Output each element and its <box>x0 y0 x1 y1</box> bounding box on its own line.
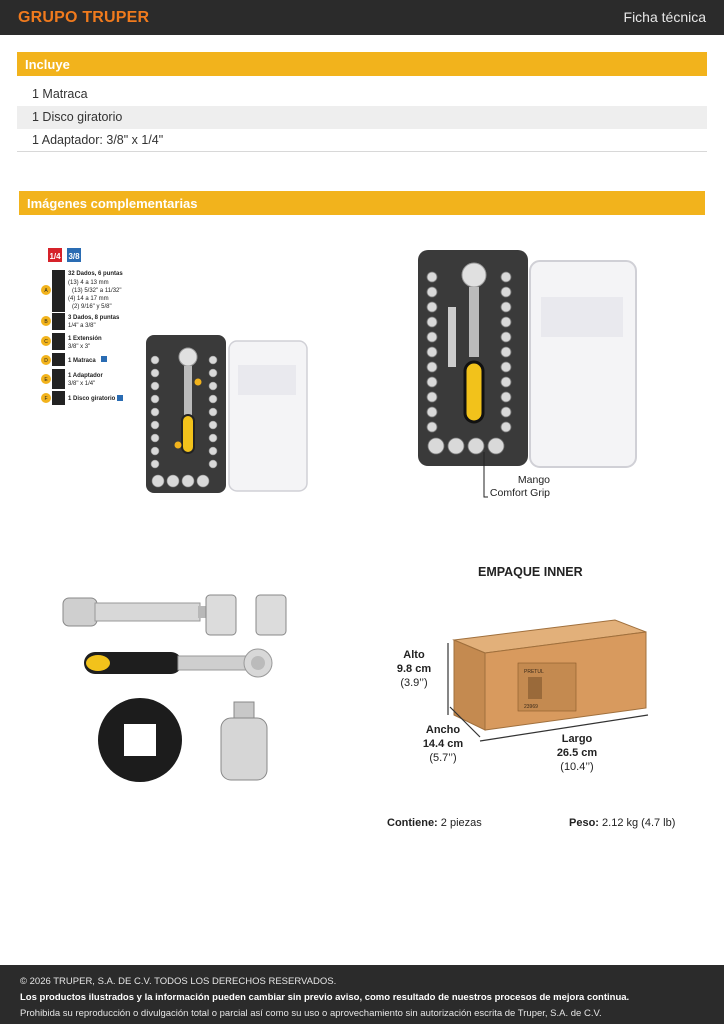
svg-text:1 Extensión: 1 Extensión <box>68 336 102 342</box>
extension-illustration <box>63 598 208 626</box>
socket-illustration <box>206 595 236 635</box>
svg-text:A: A <box>44 288 48 294</box>
svg-text:3/8" x 1/4": 3/8" x 1/4" <box>68 381 96 387</box>
length-dimension: Largo 26.5 cm (10.4’’) <box>556 733 598 773</box>
large-case-image <box>408 247 644 505</box>
footer <box>0 965 724 1024</box>
legend-row-b <box>41 313 120 330</box>
svg-text:1 Disco giratorio: 1 Disco giratorio <box>68 396 116 402</box>
adapter-illustration <box>221 702 267 780</box>
includes-item: 1 Matraca <box>32 87 88 101</box>
footer-prohibition: Prohibida su reproducción o divulgación total o parcial así como su uso o aprovechamiento sin autorización escrita de Truper, S.A. de C.V. <box>20 1008 602 1019</box>
doc-type-label: Ficha técnica <box>623 9 706 25</box>
svg-text:3 Dados, 8 puntas: 3 Dados, 8 puntas <box>68 315 120 321</box>
svg-text:1 Matraca: 1 Matraca <box>68 358 96 364</box>
height-dimension: Alto 9.8 cm (3.9’’) <box>396 649 432 689</box>
svg-text:(13) 4 a 13 mm: (13) 4 a 13 mm <box>68 280 109 286</box>
svg-text:1 Adaptador: 1 Adaptador <box>68 373 103 379</box>
svg-text:C: C <box>44 339 48 345</box>
svg-text:(13) 5/32" a 11/32": (13) 5/32" a 11/32" <box>72 288 122 294</box>
width-dimension: Ancho 14.4 cm (5.7’’) <box>422 724 464 764</box>
box-brand-label: PRETUL <box>524 669 544 675</box>
small-case-illustration <box>146 335 307 493</box>
weight-info: Peso: 2.12 kg (4.7 lb) <box>569 817 676 829</box>
svg-text:E: E <box>44 377 48 383</box>
svg-text:B: B <box>44 319 48 325</box>
svg-text:F: F <box>44 396 48 402</box>
legend-row-e <box>41 369 103 389</box>
box-code-label: 23969 <box>524 704 538 710</box>
svg-text:3/8" x 3": 3/8" x 3" <box>68 344 91 350</box>
legend-row-d <box>41 353 107 366</box>
footer-notice: Los productos ilustrados y la información pueden cambiar sin previo aviso, como resultado de nuestros procesos de mejora continua. <box>20 992 630 1003</box>
images-heading: Imágenes complementarias <box>19 191 705 215</box>
svg-text:(4) 14 a 17 mm: (4) 14 a 17 mm <box>68 296 109 302</box>
tools-image <box>60 590 290 790</box>
packaging-title: EMPAQUE INNER <box>478 565 583 579</box>
brand-logo[interactable]: GRUPO TRUPER <box>18 9 150 26</box>
callout-comfort-grip: Comfort Grip <box>489 487 550 499</box>
svg-text:(2) 9/16" y 5/8": (2) 9/16" y 5/8" <box>72 304 112 310</box>
svg-text:1/4" a 3/8": 1/4" a 3/8" <box>68 323 96 329</box>
socket-illustration <box>256 595 286 635</box>
kit-contents-image <box>38 245 318 500</box>
includes-heading: Incluye <box>17 52 707 76</box>
badge-threeeighths-label: 3/8 <box>68 252 80 261</box>
svg-text:D: D <box>44 358 48 364</box>
box-illustration <box>440 615 660 745</box>
legend-row-f <box>41 391 123 405</box>
spinner-disc-illustration <box>98 698 182 782</box>
ratchet-illustration <box>84 649 272 677</box>
badge-quarter-label: 1/4 <box>49 252 61 261</box>
legend-row-a <box>41 270 123 312</box>
legend-row-c <box>41 333 102 350</box>
svg-text:32 Dados, 6 puntas: 32 Dados, 6 puntas <box>68 271 123 277</box>
includes-item: 1 Disco giratorio <box>17 106 707 129</box>
callout-mango: Mango <box>517 474 550 486</box>
contains-info: Contiene: 2 piezas <box>387 817 482 829</box>
includes-item: 1 Adaptador: 3/8" x 1/4" <box>17 129 707 152</box>
footer-copyright: © 2026 TRUPER, S.A. DE C.V. TODOS LOS DERECHOS RESERVADOS. <box>20 976 337 987</box>
top-bar <box>0 0 724 35</box>
